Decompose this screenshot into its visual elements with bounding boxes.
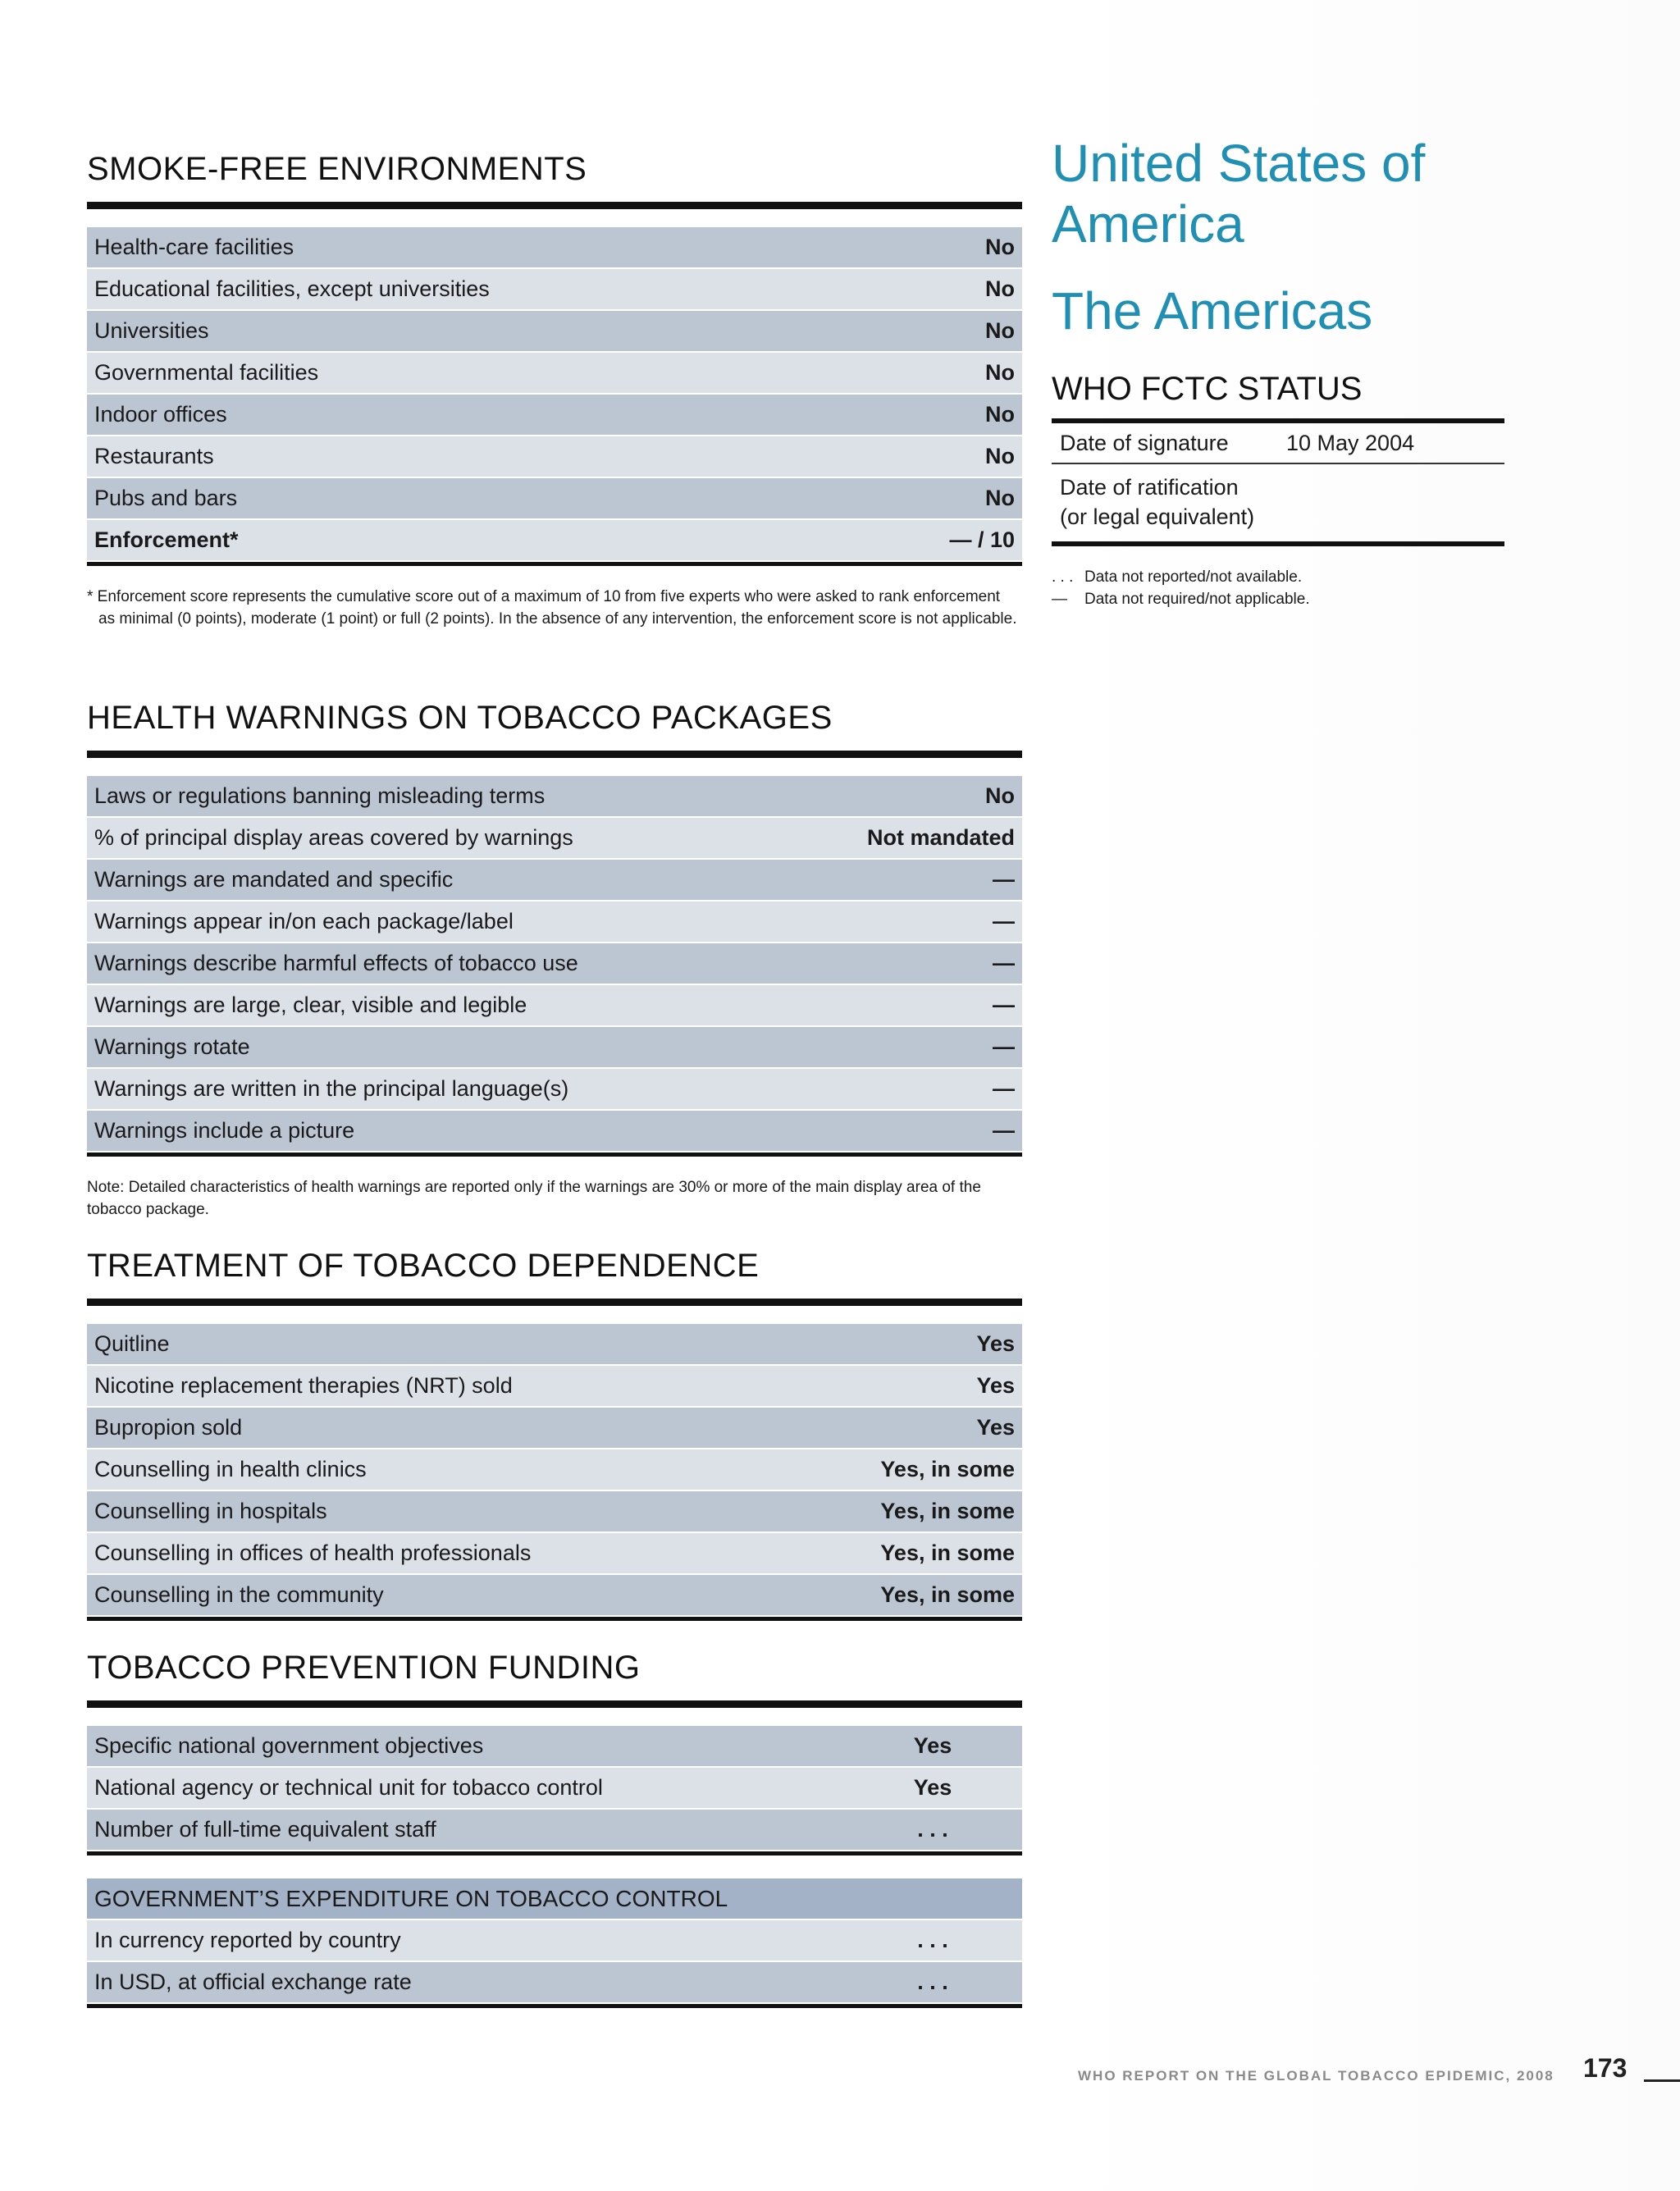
table-row bbox=[87, 1767, 1022, 1809]
table-row bbox=[87, 817, 1022, 859]
legend bbox=[1052, 566, 1396, 610]
section-rule bbox=[87, 751, 1022, 758]
region-name: The Americas bbox=[1052, 281, 1373, 340]
country-name: United States of America bbox=[1052, 134, 1426, 253]
row-value: No bbox=[870, 477, 1022, 519]
row-value: Yes, in some bbox=[790, 1532, 1022, 1574]
table-row bbox=[87, 776, 1022, 817]
row-label: Counselling in health clinics bbox=[87, 1449, 790, 1490]
row-label: Universities bbox=[87, 310, 870, 352]
table-end-rule bbox=[87, 1851, 1022, 1856]
row-label: Warnings are mandated and specific bbox=[87, 859, 792, 901]
row-label: Number of full-time equivalent staff bbox=[87, 1809, 843, 1851]
row-label: % of principal display areas covered by warnings bbox=[87, 817, 792, 859]
row-value: — bbox=[792, 1068, 1022, 1110]
table-end-rule bbox=[87, 2004, 1022, 2008]
section-title: TOBACCO PREVENTION FUNDING bbox=[87, 1650, 641, 1686]
row-value: Not mandated bbox=[792, 817, 1022, 859]
row-value: Yes, in some bbox=[790, 1490, 1022, 1532]
funding-table bbox=[87, 1726, 1022, 1851]
row-label: Quitline bbox=[87, 1324, 790, 1365]
table-row bbox=[87, 901, 1022, 943]
table-row bbox=[87, 1365, 1022, 1407]
row-label: Counselling in offices of health professionals bbox=[87, 1532, 790, 1574]
legend-text: Data not reported/not available. bbox=[1084, 568, 1303, 586]
row-value: No bbox=[870, 394, 1022, 436]
table-row bbox=[87, 1809, 1022, 1851]
row-label: Health-care facilities bbox=[87, 227, 870, 268]
table-end-rule bbox=[87, 1153, 1022, 1157]
row-label: Warnings are large, clear, visible and legible bbox=[87, 984, 792, 1026]
row-label: Governmental facilities bbox=[87, 352, 870, 394]
fctc-title: WHO FCTC STATUS bbox=[1052, 371, 1363, 407]
row-value: — bbox=[792, 943, 1022, 984]
row-label: Warnings are written in the principal language(s) bbox=[87, 1068, 792, 1110]
row-label: Warnings describe harmful effects of tobacco use bbox=[87, 943, 792, 984]
table-end-rule bbox=[87, 1617, 1022, 1621]
ratification-label-line: (or legal equivalent) bbox=[1060, 504, 1255, 529]
report-footer: WHO REPORT ON THE GLOBAL TOBACCO EPIDEMIC, 2008 bbox=[1078, 2068, 1554, 2084]
table-row bbox=[87, 1574, 1022, 1616]
row-value: . . . bbox=[843, 1919, 1022, 1961]
row-label: Warnings appear in/on each package/label bbox=[87, 901, 792, 943]
table-row bbox=[87, 1026, 1022, 1068]
signature-row bbox=[1052, 423, 1504, 464]
row-value: Yes bbox=[843, 1767, 1022, 1809]
row-label: Pubs and bars bbox=[87, 477, 870, 519]
treatment-section bbox=[87, 1249, 1022, 1621]
table-row bbox=[87, 227, 1022, 268]
row-value: — bbox=[792, 1026, 1022, 1068]
section-title: SMOKE-FREE ENVIRONMENTS bbox=[87, 151, 587, 187]
table-row bbox=[87, 352, 1022, 394]
row-value: Yes bbox=[843, 1726, 1022, 1767]
table-row bbox=[87, 1490, 1022, 1532]
note-line: Note: Detailed characteristics of health warnings are reported only if the warnings are 30% or more of the main display area of the bbox=[87, 1179, 981, 1196]
country-header bbox=[1052, 133, 1504, 341]
table-row bbox=[87, 1961, 1022, 2003]
row-value: — bbox=[792, 1110, 1022, 1152]
signature-value: 10 May 2004 bbox=[1286, 430, 1415, 455]
section-rule bbox=[87, 1299, 1022, 1306]
funding-section bbox=[87, 1651, 1022, 1856]
row-label: Warnings include a picture bbox=[87, 1110, 792, 1152]
row-label: Warnings rotate bbox=[87, 1026, 792, 1068]
row-label: Counselling in the community bbox=[87, 1574, 790, 1616]
row-label: Nicotine replacement therapies (NRT) sold bbox=[87, 1365, 790, 1407]
row-label: Bupropion sold bbox=[87, 1407, 790, 1449]
section-rule bbox=[87, 202, 1022, 209]
smoke-free-section bbox=[87, 153, 1022, 630]
signature-label: Date of signature bbox=[1060, 430, 1229, 455]
page-number: 173 bbox=[1583, 2053, 1628, 2083]
row-label: In USD, at official exchange rate bbox=[87, 1961, 843, 2003]
row-label: Educational facilities, except universities bbox=[87, 268, 870, 310]
table-row bbox=[87, 268, 1022, 310]
section-title: TREATMENT OF TOBACCO DEPENDENCE bbox=[87, 1248, 760, 1284]
fctc-end-rule bbox=[1052, 541, 1504, 546]
health-warnings-note bbox=[87, 1176, 1022, 1221]
row-label: Counselling in hospitals bbox=[87, 1490, 790, 1532]
enforcement-footnote bbox=[87, 586, 1022, 630]
row-value: — bbox=[792, 984, 1022, 1026]
row-value: No bbox=[870, 436, 1022, 477]
legend-symbol: — bbox=[1052, 591, 1067, 608]
table-row bbox=[87, 943, 1022, 984]
expenditure-title: GOVERNMENT’S EXPENDITURE ON TOBACCO CONTROL bbox=[87, 1878, 1022, 1919]
note-line: tobacco package. bbox=[87, 1201, 209, 1218]
section-title: HEALTH WARNINGS ON TOBACCO PACKAGES bbox=[87, 700, 833, 736]
table-row bbox=[87, 984, 1022, 1026]
row-value: . . . bbox=[843, 1961, 1022, 2003]
table-end-rule bbox=[87, 562, 1022, 566]
ratification-label bbox=[1060, 472, 1286, 532]
row-label: Enforcement* bbox=[87, 519, 870, 561]
row-value: No bbox=[870, 310, 1022, 352]
row-label: In currency reported by country bbox=[87, 1919, 843, 1961]
fctc-section bbox=[1052, 372, 1504, 546]
table-row bbox=[87, 1110, 1022, 1152]
table-row bbox=[87, 1068, 1022, 1110]
legend-item bbox=[1052, 566, 1396, 588]
table-row bbox=[87, 1919, 1022, 1961]
page-number-rule bbox=[1644, 2079, 1680, 2082]
health-warnings-section bbox=[87, 701, 1022, 1221]
treatment-table bbox=[87, 1324, 1022, 1617]
row-value: Yes bbox=[790, 1407, 1022, 1449]
table-row bbox=[87, 1324, 1022, 1365]
footnote-line: * Enforcement score represents the cumulative score out of a maximum of 10 from five experts who were asked to rank enforcement bbox=[87, 588, 1001, 605]
table-row bbox=[87, 436, 1022, 477]
row-label: Laws or regulations banning misleading terms bbox=[87, 776, 792, 817]
row-value: Yes bbox=[790, 1324, 1022, 1365]
health-warnings-table bbox=[87, 776, 1022, 1153]
table-row bbox=[87, 859, 1022, 901]
row-value: No bbox=[870, 268, 1022, 310]
row-value: Yes, in some bbox=[790, 1574, 1022, 1616]
table-row bbox=[87, 1726, 1022, 1767]
row-value: — bbox=[792, 901, 1022, 943]
row-value: . . . bbox=[843, 1809, 1022, 1851]
expenditure-header-row bbox=[87, 1878, 1022, 1919]
expenditure-table bbox=[87, 1878, 1022, 2004]
row-label: Restaurants bbox=[87, 436, 870, 477]
expenditure-section bbox=[87, 1878, 1022, 2008]
table-row bbox=[87, 1449, 1022, 1490]
table-row bbox=[87, 477, 1022, 519]
table-row bbox=[87, 1407, 1022, 1449]
section-rule bbox=[87, 1700, 1022, 1708]
row-value: — / 10 bbox=[870, 519, 1022, 561]
legend-item bbox=[1052, 588, 1396, 610]
table-row bbox=[87, 394, 1022, 436]
footnote-line: as minimal (0 points), moderate (1 point) or full (2 points). In the absence of any intervention, the enforcement score is not applicable. bbox=[98, 610, 1017, 628]
row-value: No bbox=[870, 352, 1022, 394]
row-label: Indoor offices bbox=[87, 394, 870, 436]
table-row bbox=[87, 519, 1022, 561]
row-value: Yes bbox=[790, 1365, 1022, 1407]
table-row bbox=[87, 1532, 1022, 1574]
row-label: Specific national government objectives bbox=[87, 1726, 843, 1767]
row-value: Yes, in some bbox=[790, 1449, 1022, 1490]
legend-text: Data not required/not applicable. bbox=[1084, 591, 1310, 608]
ratification-row bbox=[1052, 464, 1504, 541]
row-value: No bbox=[870, 227, 1022, 268]
table-row bbox=[87, 310, 1022, 352]
row-value: — bbox=[792, 859, 1022, 901]
row-value: No bbox=[792, 776, 1022, 817]
ratification-label-line: Date of ratification bbox=[1060, 475, 1239, 500]
smoke-free-table bbox=[87, 227, 1022, 562]
row-label: National agency or technical unit for tobacco control bbox=[87, 1767, 843, 1809]
legend-symbol: . . . bbox=[1052, 568, 1074, 586]
